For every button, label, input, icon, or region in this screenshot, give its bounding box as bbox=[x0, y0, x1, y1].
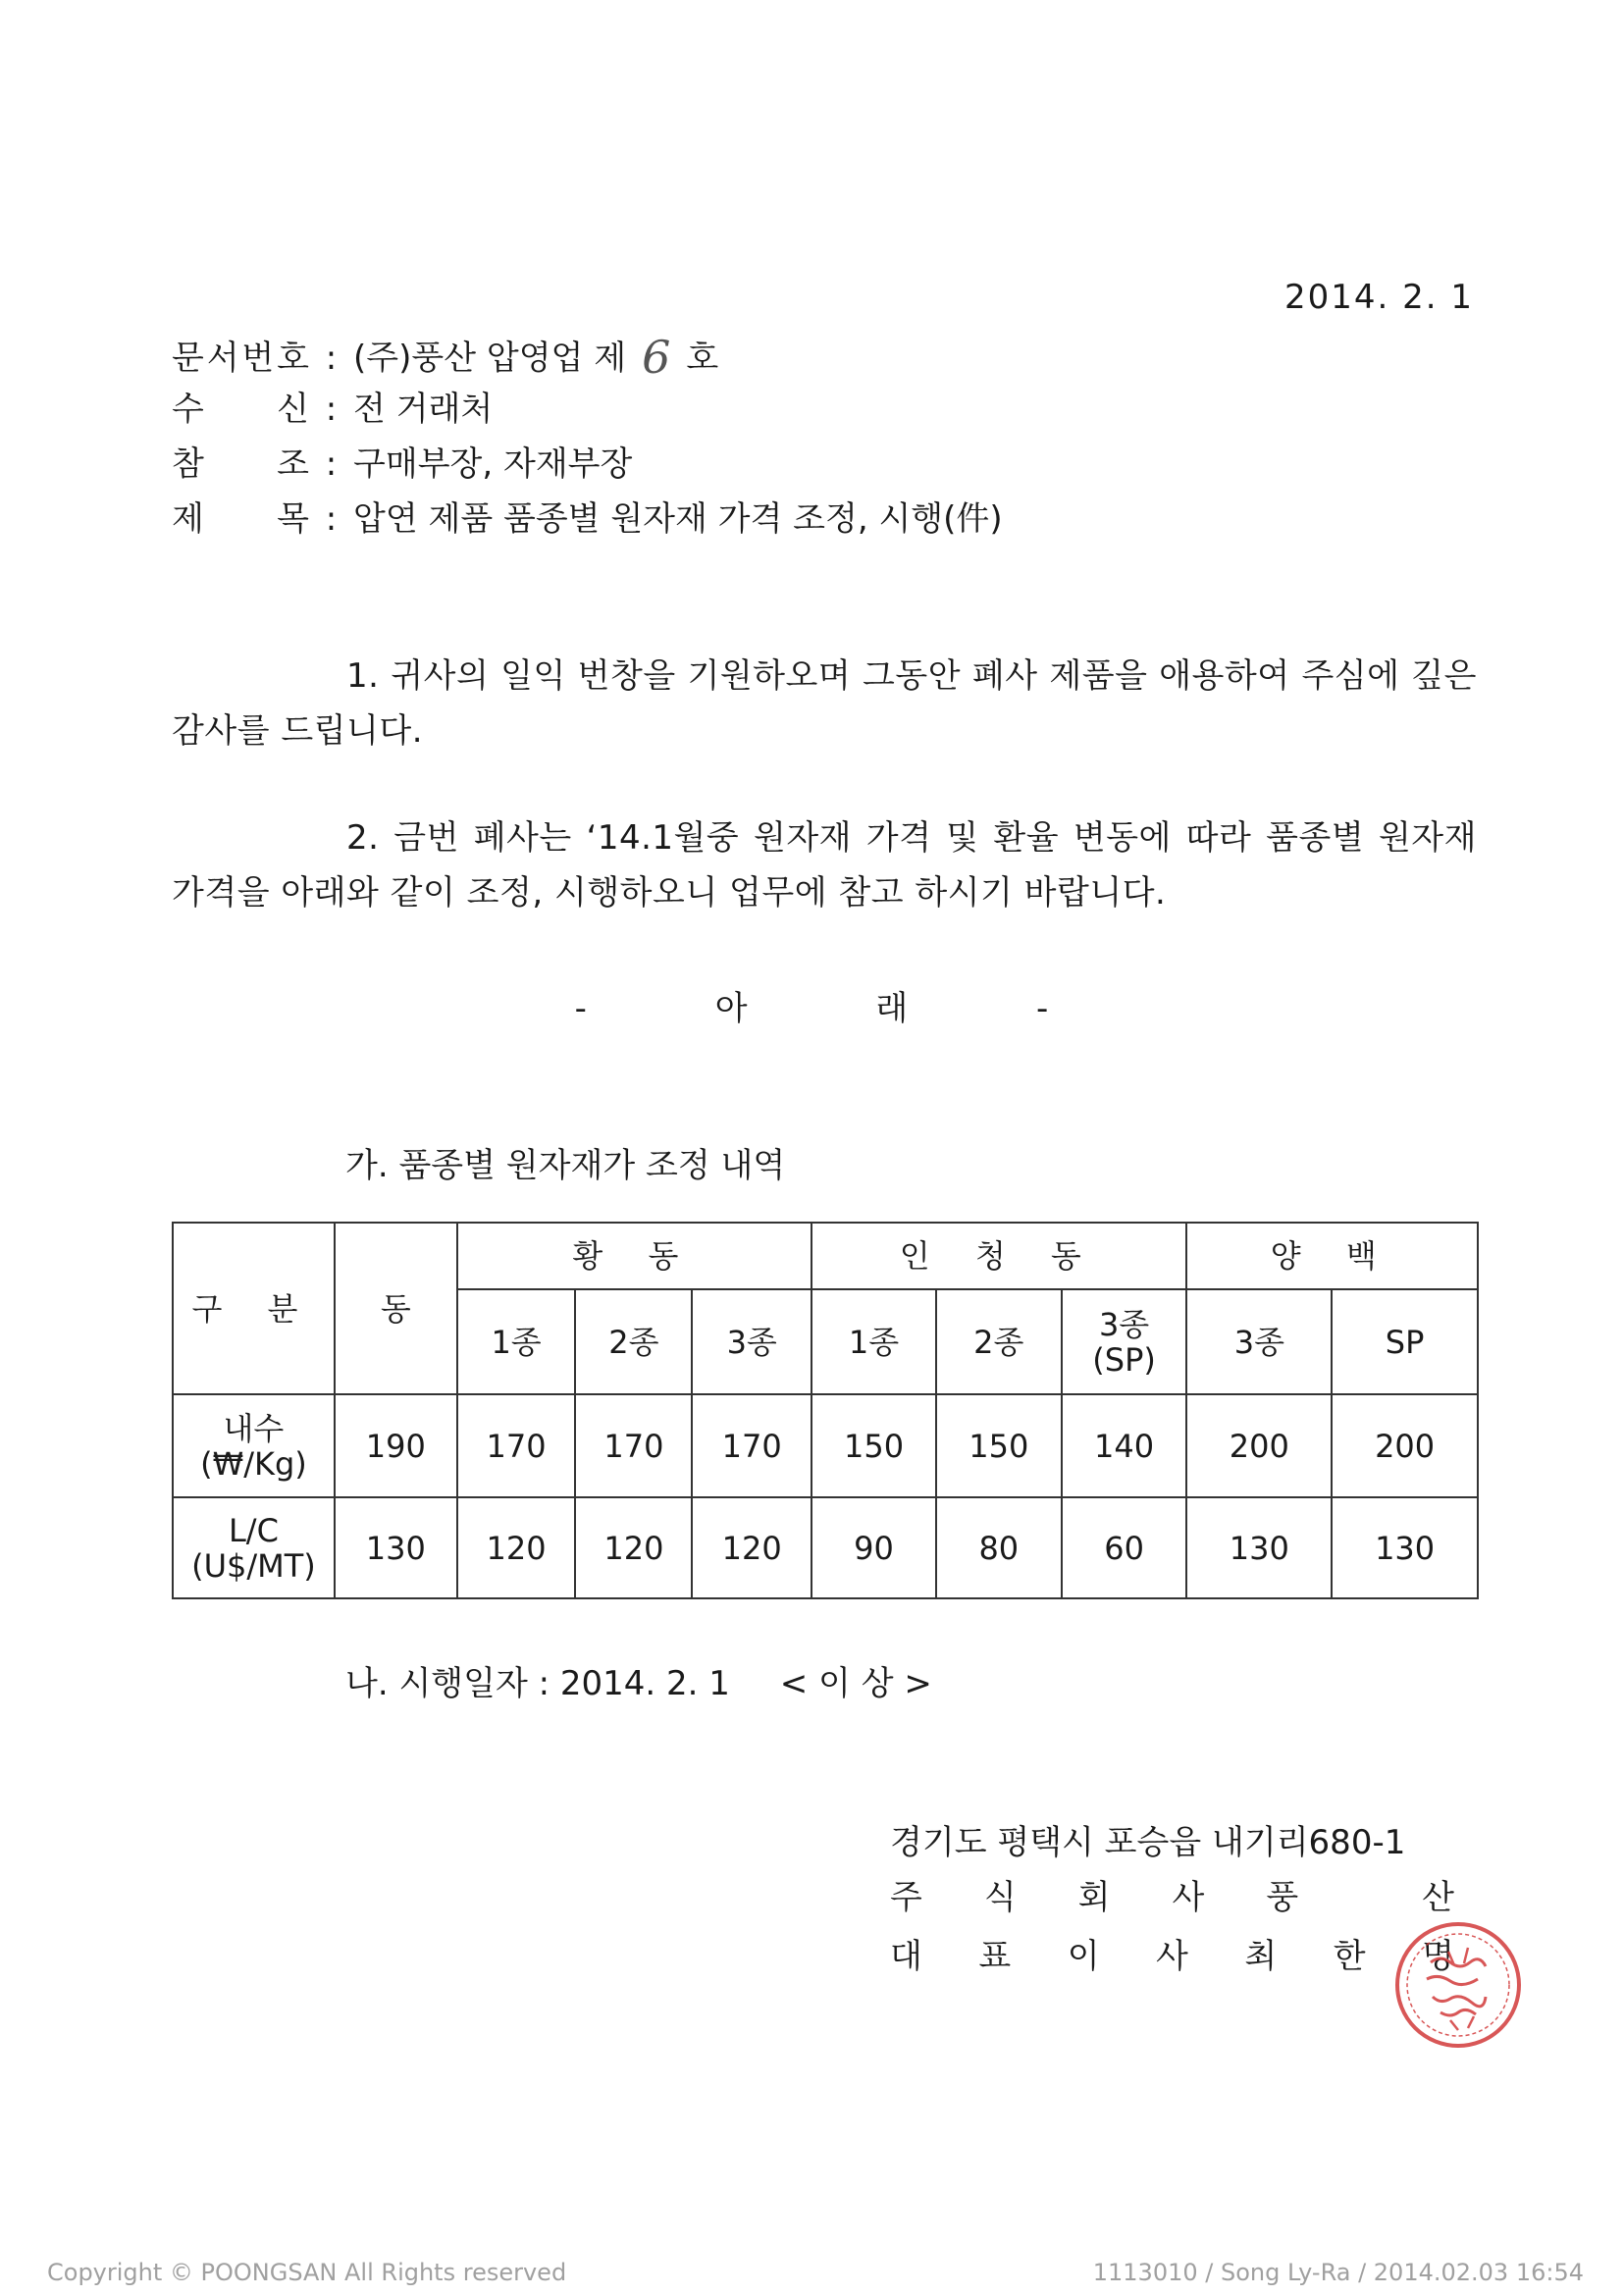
table-cell: 170 bbox=[457, 1394, 576, 1497]
table-cell: 200 bbox=[1332, 1394, 1478, 1497]
table-cell: 80 bbox=[936, 1497, 1062, 1598]
sub-phosphor-1: 1종 bbox=[812, 1289, 936, 1394]
footer-copyright: Copyright © POONGSAN All Rights reserved bbox=[47, 2259, 567, 2286]
header-reference bbox=[172, 437, 632, 485]
handwritten-number: 6 bbox=[642, 331, 671, 384]
table-cell: 150 bbox=[812, 1394, 936, 1497]
table-cell: 90 bbox=[812, 1497, 936, 1598]
doc-number-label: 문 서 번 호 bbox=[172, 339, 309, 378]
paragraph-2: 2. 금번 폐사는 ‘14.1월중 원자재 가격 및 환율 변동에 따라 품종별 원자재 가격을 아래와 같이 조정, 시행하오니 업무에 참고 하시기 바랍니다. bbox=[172, 818, 1477, 913]
section-na-title: 나. 시행일자 : 2014. 2. 1 bbox=[345, 1664, 730, 1703]
colon: : bbox=[325, 499, 338, 539]
table-cell: 130 bbox=[1186, 1497, 1332, 1598]
header-doc-number bbox=[172, 327, 719, 384]
price-table bbox=[172, 1222, 1479, 1599]
closing-mark: < 이 상 > bbox=[779, 1664, 932, 1703]
table-row bbox=[173, 1497, 1478, 1598]
header-category: 구 분 bbox=[173, 1223, 335, 1394]
subject-label: 제 목 bbox=[172, 499, 309, 539]
header-recipient bbox=[172, 382, 493, 430]
sub-phosphor-3-sp: 3종 (SP) bbox=[1062, 1289, 1187, 1394]
table-cell: 200 bbox=[1186, 1394, 1332, 1497]
table-cell: 140 bbox=[1062, 1394, 1187, 1497]
table-cell: 170 bbox=[575, 1394, 692, 1497]
section-na bbox=[345, 1656, 932, 1704]
notice-title: - 아 래 - bbox=[574, 989, 1049, 1028]
document-date: 2014. 2. 1 bbox=[1283, 278, 1474, 317]
footer-print-info: 1113010 / Song Ly-Ra / 2014.02.03 16:54 bbox=[1092, 2259, 1584, 2286]
company-address: 경기도 평택시 포승읍 내기리680-1 bbox=[890, 1823, 1406, 1862]
company-seal-icon bbox=[1391, 1918, 1525, 2052]
table-cell: 120 bbox=[457, 1497, 576, 1598]
table-cell: 130 bbox=[1332, 1497, 1478, 1598]
sub-nickel-sp: SP bbox=[1332, 1289, 1478, 1394]
sub-brass-3: 3종 bbox=[692, 1289, 812, 1394]
table-cell: 150 bbox=[936, 1394, 1062, 1497]
sub-brass-2: 2종 bbox=[575, 1289, 692, 1394]
recipient-label: 수 신 bbox=[172, 390, 309, 429]
header-copper: 동 bbox=[335, 1223, 457, 1394]
recipient-value: 전 거래처 bbox=[353, 390, 494, 429]
paragraph-1: 1. 귀사의 일익 번창을 기원하오며 그동안 폐사 제품을 애용하여 주심에 깊은 감사를 드립니다. bbox=[172, 656, 1477, 751]
table-cell: 190 bbox=[335, 1394, 457, 1497]
reference-value: 구매부장, 자재부장 bbox=[353, 444, 633, 484]
group-nickel-silver: 양 백 bbox=[1186, 1223, 1478, 1289]
colon: : bbox=[325, 444, 338, 484]
table-cell: 60 bbox=[1062, 1497, 1187, 1598]
doc-number-value: (주)풍산 압영업 제 6 호 bbox=[353, 331, 719, 384]
table-cell: 120 bbox=[692, 1497, 812, 1598]
sub-nickel-3: 3종 bbox=[1186, 1289, 1332, 1394]
table-cell: 130 bbox=[335, 1497, 457, 1598]
table-cell: 170 bbox=[692, 1394, 812, 1497]
colon: : bbox=[325, 390, 338, 429]
group-brass: 황 동 bbox=[457, 1223, 812, 1289]
ceo-name: 대 표 이 사 최 한 명 bbox=[890, 1937, 1454, 1976]
sub-brass-1: 1종 bbox=[457, 1289, 576, 1394]
row-label-lc: L/C (U$/MT) bbox=[173, 1497, 335, 1598]
colon: : bbox=[325, 339, 338, 378]
table-row bbox=[173, 1394, 1478, 1497]
subject-value: 압연 제품 품종별 원자재 가격 조정, 시행(件) bbox=[353, 499, 1003, 539]
company-name: 주 식 회 사 풍 산 bbox=[890, 1878, 1454, 1917]
group-phosphor-bronze: 인 청 동 bbox=[812, 1223, 1186, 1289]
header-subject bbox=[172, 492, 1003, 540]
table-cell: 120 bbox=[575, 1497, 692, 1598]
row-label-domestic: 내수 (₩/Kg) bbox=[173, 1394, 335, 1497]
section-ga-title: 가. 품종별 원자재가 조정 내역 bbox=[345, 1146, 786, 1185]
reference-label: 참 조 bbox=[172, 444, 309, 484]
sub-phosphor-2: 2종 bbox=[936, 1289, 1062, 1394]
